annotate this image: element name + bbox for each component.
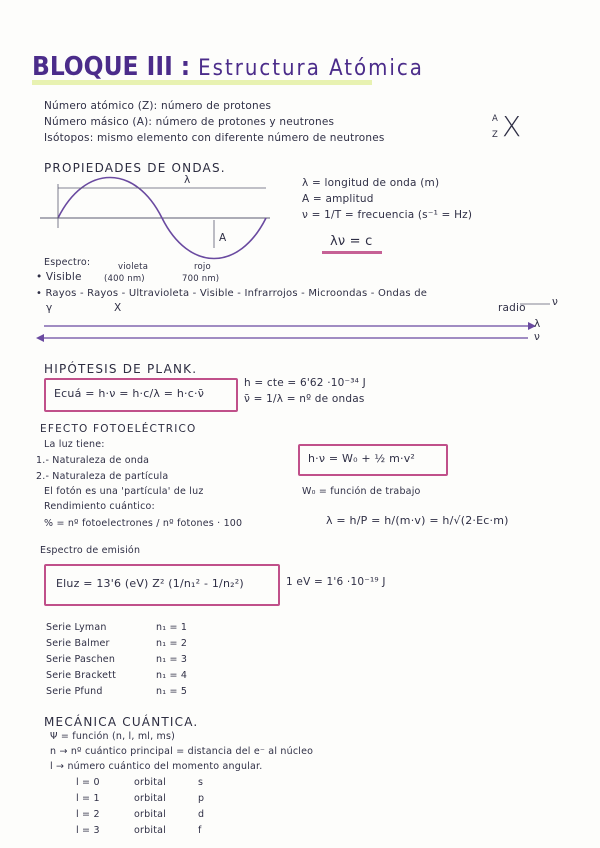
spectrum-xray: X bbox=[114, 302, 122, 314]
plank-heading: HIPÓTESIS DE PLANK. bbox=[44, 362, 198, 376]
orbital-2-l: l = 2 bbox=[76, 809, 100, 820]
wave-diagram bbox=[40, 170, 280, 260]
spectrum-radio: radio bbox=[498, 302, 526, 314]
spectrum-red-nm: 700 nm) bbox=[182, 274, 220, 284]
series-pfund-name: Serie Pfund bbox=[46, 686, 103, 697]
definition-a: Número másico (A): número de protones y neutrones bbox=[44, 116, 335, 128]
title-colon: : bbox=[180, 52, 191, 82]
title-rest: Estructura Atómica bbox=[198, 56, 424, 81]
photo-item-2: 2.- Naturaleza de partícula bbox=[36, 471, 169, 482]
photo-heading: EFECTO FOTOELÉCTRICO bbox=[40, 423, 197, 435]
series-brackett-n: n₁ = 4 bbox=[156, 670, 188, 681]
emission-heading: Espectro de emisión bbox=[40, 545, 141, 556]
orbital-1-name: orbital bbox=[134, 793, 166, 804]
orbital-2-letter: d bbox=[198, 809, 205, 820]
wave-formula-highlight bbox=[322, 251, 382, 254]
orbital-3-name: orbital bbox=[134, 825, 166, 836]
emission-formula: Eluz = 13'6 (eV) Z² (1/n₁² - 1/n₂²) bbox=[56, 577, 244, 590]
series-lyman-n: n₁ = 1 bbox=[156, 622, 188, 633]
spectrum-violet-nm: (400 nm) bbox=[104, 274, 145, 284]
axis-lambda: λ bbox=[534, 318, 541, 330]
emission-ev: 1 eV = 1'6 ·10⁻¹⁹ J bbox=[286, 576, 386, 588]
orbital-0-letter: s bbox=[198, 777, 204, 788]
spectrum-violet: violeta bbox=[118, 262, 149, 272]
axis-nu-bottom: ν bbox=[534, 331, 541, 343]
quantum-heading: MECÁNICA CUÁNTICA. bbox=[44, 715, 199, 729]
orbital-2-name: orbital bbox=[134, 809, 166, 820]
series-balmer-n: n₁ = 2 bbox=[156, 638, 188, 649]
photo-rendimiento: Rendimiento cuántico: bbox=[44, 501, 155, 512]
wave-amplitude-label: A bbox=[219, 232, 227, 244]
axis-nu-top: ν bbox=[552, 296, 559, 308]
definition-z: Número atómico (Z): número de protones bbox=[44, 100, 272, 112]
spectrum-label: Espectro: bbox=[44, 257, 91, 268]
page-title bbox=[32, 52, 424, 82]
series-balmer-name: Serie Balmer bbox=[46, 638, 110, 649]
spectrum-red: rojo bbox=[194, 262, 211, 272]
photo-w0: W₀ = función de trabajo bbox=[302, 486, 421, 497]
quantum-l-line: l → número cuántico del momento angular. bbox=[50, 761, 263, 772]
series-brackett-name: Serie Brackett bbox=[46, 670, 117, 681]
plank-nu-def: ν̄ = 1/λ = nº de ondas bbox=[244, 393, 365, 405]
photo-percent: % = nº fotoelectrones / nº fotones · 100 bbox=[44, 518, 243, 529]
spectrum-series: • Rayos - Rayos - Ultravioleta - Visible - Infrarrojos - Microondas - Ondas de bbox=[36, 288, 428, 299]
series-paschen-n: n₁ = 3 bbox=[156, 654, 188, 665]
orbital-1-l: l = 1 bbox=[76, 793, 100, 804]
plank-formula: Ecuá = h·ν = h·c/λ = h·c·ν̄ bbox=[54, 387, 205, 400]
wave-lambda-label: λ bbox=[184, 174, 191, 186]
definition-isotopes: Isótopos: mismo elemento con diferente número de neutrones bbox=[44, 132, 385, 144]
series-paschen-name: Serie Paschen bbox=[46, 654, 116, 665]
quantum-n-line: n → nº cuántico principal = distancia del e⁻ al núcleo bbox=[50, 746, 314, 757]
photo-item-1: 1.- Naturaleza de onda bbox=[36, 455, 150, 466]
waves-heading: PROPIEDADES DE ONDAS. bbox=[44, 161, 226, 175]
photo-intro: La luz tiene: bbox=[44, 439, 105, 450]
symbol-z: Z bbox=[492, 130, 499, 140]
wave-note-lambda: λ = longitud de onda (m) bbox=[302, 177, 440, 189]
plank-h-value: h = cte = 6'62 ·10⁻³⁴ J bbox=[244, 377, 366, 389]
symbol-x: X bbox=[502, 110, 522, 143]
photo-foton: El fotón es una 'partícula' de luz bbox=[44, 486, 204, 497]
wave-note-frequency: ν = 1/T = frecuencia (s⁻¹ = Hz) bbox=[302, 209, 473, 221]
wave-formula: λν = c bbox=[330, 234, 373, 249]
title-bold: BLOQUE III bbox=[32, 52, 173, 82]
wave-note-amplitude: A = amplitud bbox=[302, 193, 374, 205]
photo-debroglie: λ = h/P = h/(m·v) = h/√(2·Ec·m) bbox=[326, 514, 509, 527]
orbital-0-l: l = 0 bbox=[76, 777, 100, 788]
orbital-0-name: orbital bbox=[134, 777, 166, 788]
orbital-1-letter: p bbox=[198, 793, 205, 804]
quantum-psi: Ψ = función (n, l, ml, ms) bbox=[50, 731, 176, 742]
symbol-a: A bbox=[492, 114, 499, 124]
spectrum-visible: • Visible bbox=[36, 271, 82, 283]
series-lyman-name: Serie Lyman bbox=[46, 622, 107, 633]
spectrum-axes bbox=[40, 300, 560, 340]
series-pfund-n: n₁ = 5 bbox=[156, 686, 188, 697]
spectrum-gamma: γ bbox=[46, 302, 53, 314]
orbital-3-l: l = 3 bbox=[76, 825, 100, 836]
orbital-3-letter: f bbox=[198, 825, 202, 836]
photo-formula: h·ν = W₀ + ½ m·v² bbox=[308, 452, 416, 465]
